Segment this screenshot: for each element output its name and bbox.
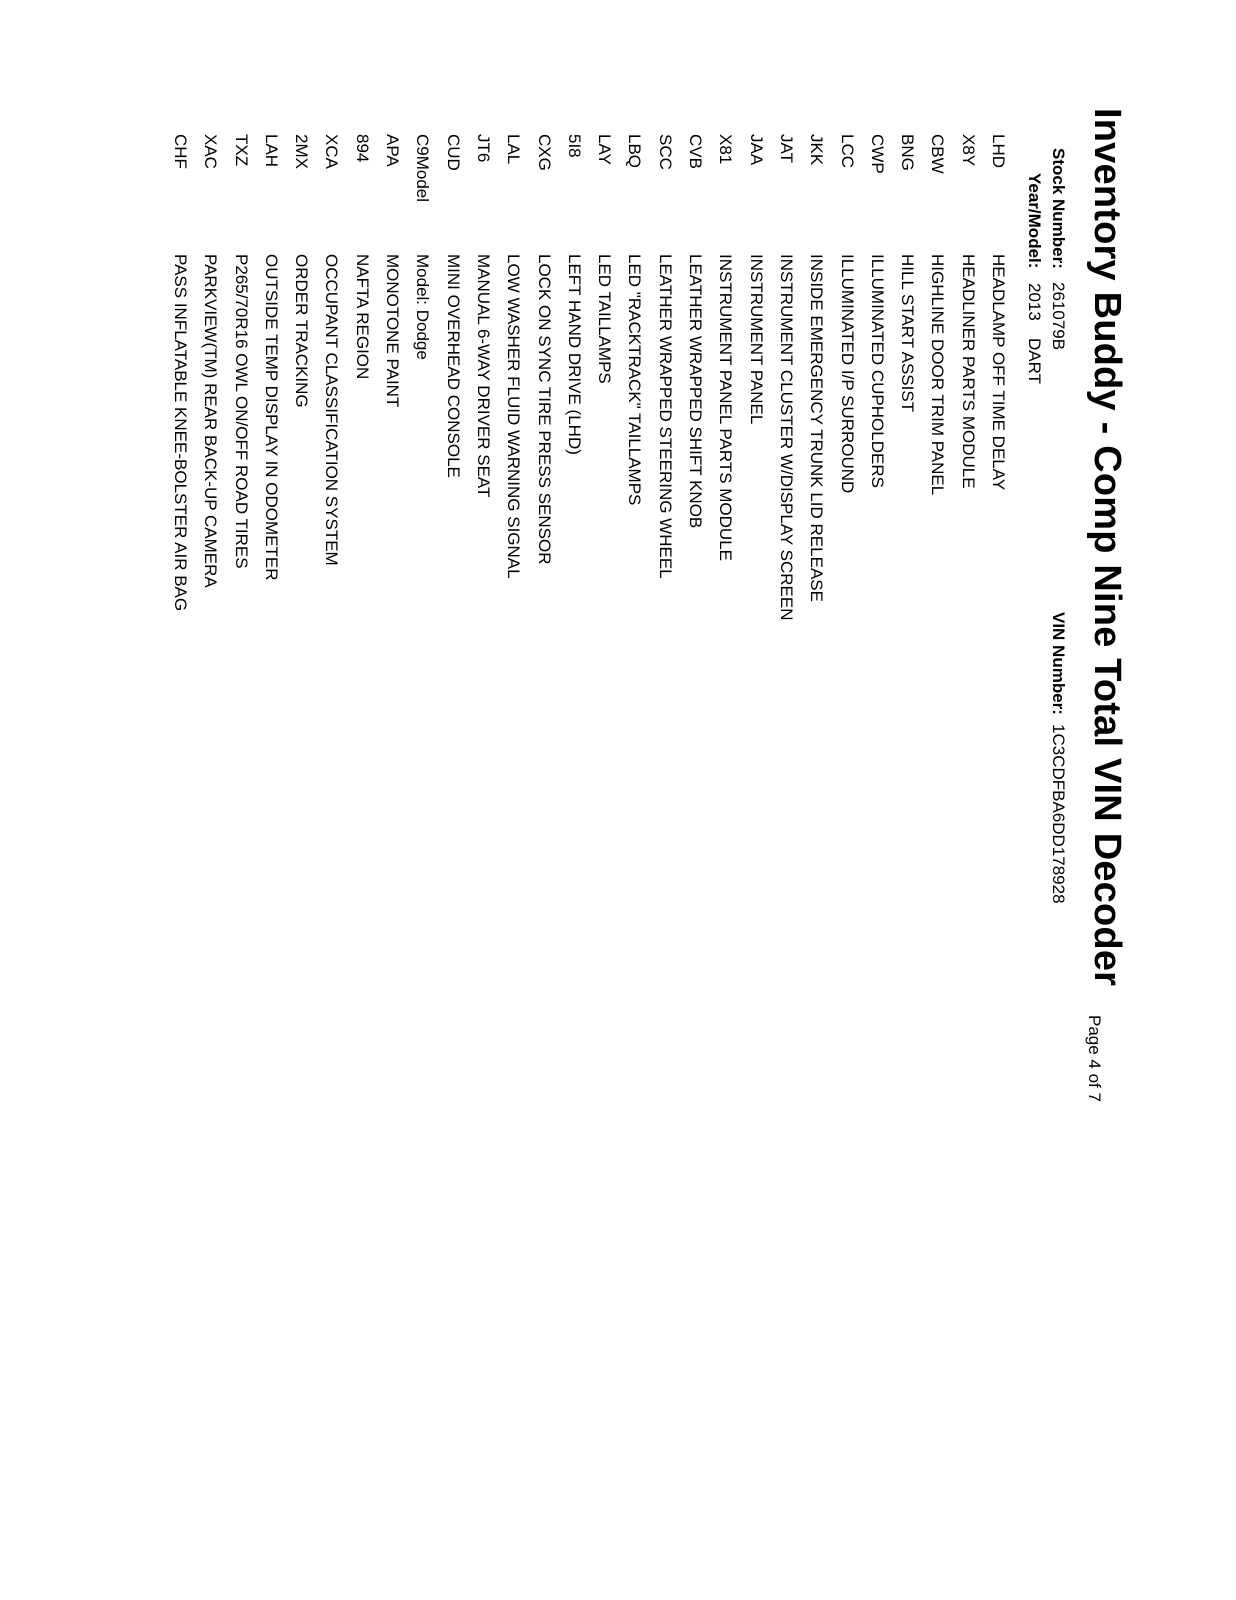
option-code: JAA <box>746 134 766 166</box>
stock-number-line <box>1048 148 1068 351</box>
option-code: X81 <box>716 134 736 165</box>
option-code: 2MX <box>292 134 312 169</box>
option-description: NAFTA REGION <box>352 254 372 380</box>
option-code: XCA <box>322 134 342 169</box>
option-description: PASS INFLATABLE KNEE-BOLSTER AIR BAG <box>170 254 190 612</box>
page-number: Page 4 of 7 <box>1085 1015 1104 1102</box>
option-code: CWP <box>867 134 887 174</box>
option-description: HIGHLINE DOOR TRIM PANEL <box>928 254 948 496</box>
option-description: HILL START ASSIST <box>898 254 918 413</box>
option-row <box>251 134 281 834</box>
option-description: MANUAL 6-WAY DRIVER SEAT <box>473 254 493 498</box>
option-row <box>917 134 947 834</box>
option-row <box>614 134 644 834</box>
option-code: XAC <box>201 134 221 169</box>
stock-number-value: 261079B <box>1049 282 1068 351</box>
option-description: OCCUPANT CLASSIFICATION SYSTEM <box>322 254 342 566</box>
option-row <box>463 134 493 834</box>
option-description: ORDER TRACKING <box>292 254 312 408</box>
option-row <box>220 134 250 834</box>
option-row <box>311 134 341 834</box>
option-code: LHD <box>989 134 1008 169</box>
option-description: LEATHER WRAPPED STEERING WHEEL <box>655 254 675 579</box>
option-code: CHF <box>170 134 190 169</box>
option-description: P265/70R16 OWL ON/OFF ROAD TIRES <box>231 254 251 569</box>
option-code: APA <box>383 134 403 167</box>
option-code: X8Y <box>958 134 978 167</box>
vin-number-label: VIN Number: <box>1049 612 1068 715</box>
option-row <box>947 134 977 834</box>
option-description: LED "RACKTRACK" TAILLAMPS <box>625 254 645 506</box>
option-description: LEATHER WRAPPED SHIFT KNOB <box>686 254 706 529</box>
option-code: BNG <box>898 134 918 171</box>
option-row <box>675 134 705 834</box>
option-code-list <box>160 134 1008 834</box>
option-code: CBW <box>928 134 948 174</box>
option-description: LOCK ON SYNC TIRE PRESS SENSOR <box>534 254 554 565</box>
year-model-label: Year/Model: <box>1025 173 1044 269</box>
option-row <box>341 134 371 834</box>
option-code: CVB <box>686 134 706 169</box>
option-description: INSTRUMENT PANEL <box>746 254 766 425</box>
vin-number-line <box>1048 612 1068 904</box>
option-row <box>190 134 220 834</box>
year-model-line <box>1024 173 1044 384</box>
option-description: ILLUMINATED I/P SURROUND <box>837 254 857 494</box>
option-description: HEADLAMP OFF TIME DELAY <box>989 254 1008 491</box>
option-description: LOW WASHER FLUID WARNING SIGNAL <box>504 254 524 579</box>
option-description: HEADLINER PARTS MODULE <box>958 254 978 489</box>
option-description: INSIDE EMERGENCY TRUNK LID RELEASE <box>807 254 827 602</box>
option-code: 5I8 <box>564 134 584 158</box>
option-row <box>857 134 887 834</box>
option-code: LAL <box>504 134 524 165</box>
option-code: SCC <box>655 134 675 170</box>
option-code: CUD <box>443 134 463 171</box>
option-code: JKK <box>807 134 827 166</box>
option-row <box>160 134 190 834</box>
option-code: LBQ <box>625 134 645 169</box>
option-description: MONOTONE PAINT <box>383 254 403 408</box>
option-code: 894 <box>352 134 372 163</box>
option-row <box>372 134 402 834</box>
model-value: DART <box>1025 338 1044 384</box>
option-row <box>826 134 856 834</box>
option-row <box>493 134 523 834</box>
option-row <box>705 134 735 834</box>
option-row <box>735 134 765 834</box>
option-description: ILLUMINATED CUPHOLDERS <box>867 254 887 488</box>
option-row <box>554 134 584 834</box>
stock-number-label: Stock Number: <box>1049 148 1068 269</box>
option-description: LEFT HAND DRIVE (LHD) <box>564 254 584 455</box>
option-code: LAH <box>261 134 281 168</box>
option-code: JAT <box>776 134 796 163</box>
option-code: CXG <box>534 134 554 171</box>
year-value: 2013 <box>1025 283 1044 321</box>
vin-number-value: 1C3CDFBA6DD178928 <box>1049 724 1068 904</box>
option-code: LCC <box>837 134 857 169</box>
option-row <box>432 134 462 834</box>
option-row <box>766 134 796 834</box>
option-row <box>281 134 311 834</box>
option-description: OUTSIDE TEMP DISPLAY IN ODOMETER <box>261 254 281 581</box>
option-description: INSTRUMENT CLUSTER W/DISPLAY SCREEN <box>776 254 796 621</box>
option-row <box>402 134 432 834</box>
option-description: INSTRUMENT PANEL PARTS MODULE <box>716 254 736 561</box>
option-description: MINI OVERHEAD CONSOLE <box>443 254 463 478</box>
option-row <box>978 134 1008 834</box>
option-code: TXZ <box>231 134 251 167</box>
option-row <box>584 134 614 834</box>
document-title: Inventory Buddy - Comp Nine Total VIN Decoder <box>1086 108 1128 987</box>
option-description: LED TAILLAMPS <box>595 254 615 384</box>
option-code: C9Model <box>413 134 433 203</box>
option-code: LAY <box>595 134 615 165</box>
option-code: JT6 <box>473 134 493 163</box>
option-row <box>644 134 674 834</box>
option-row <box>796 134 826 834</box>
option-description: PARKVIEW(TM) REAR BACK-UP CAMERA <box>201 254 221 588</box>
option-row <box>523 134 553 834</box>
option-row <box>887 134 917 834</box>
option-description: Model: Dodge <box>413 254 433 360</box>
